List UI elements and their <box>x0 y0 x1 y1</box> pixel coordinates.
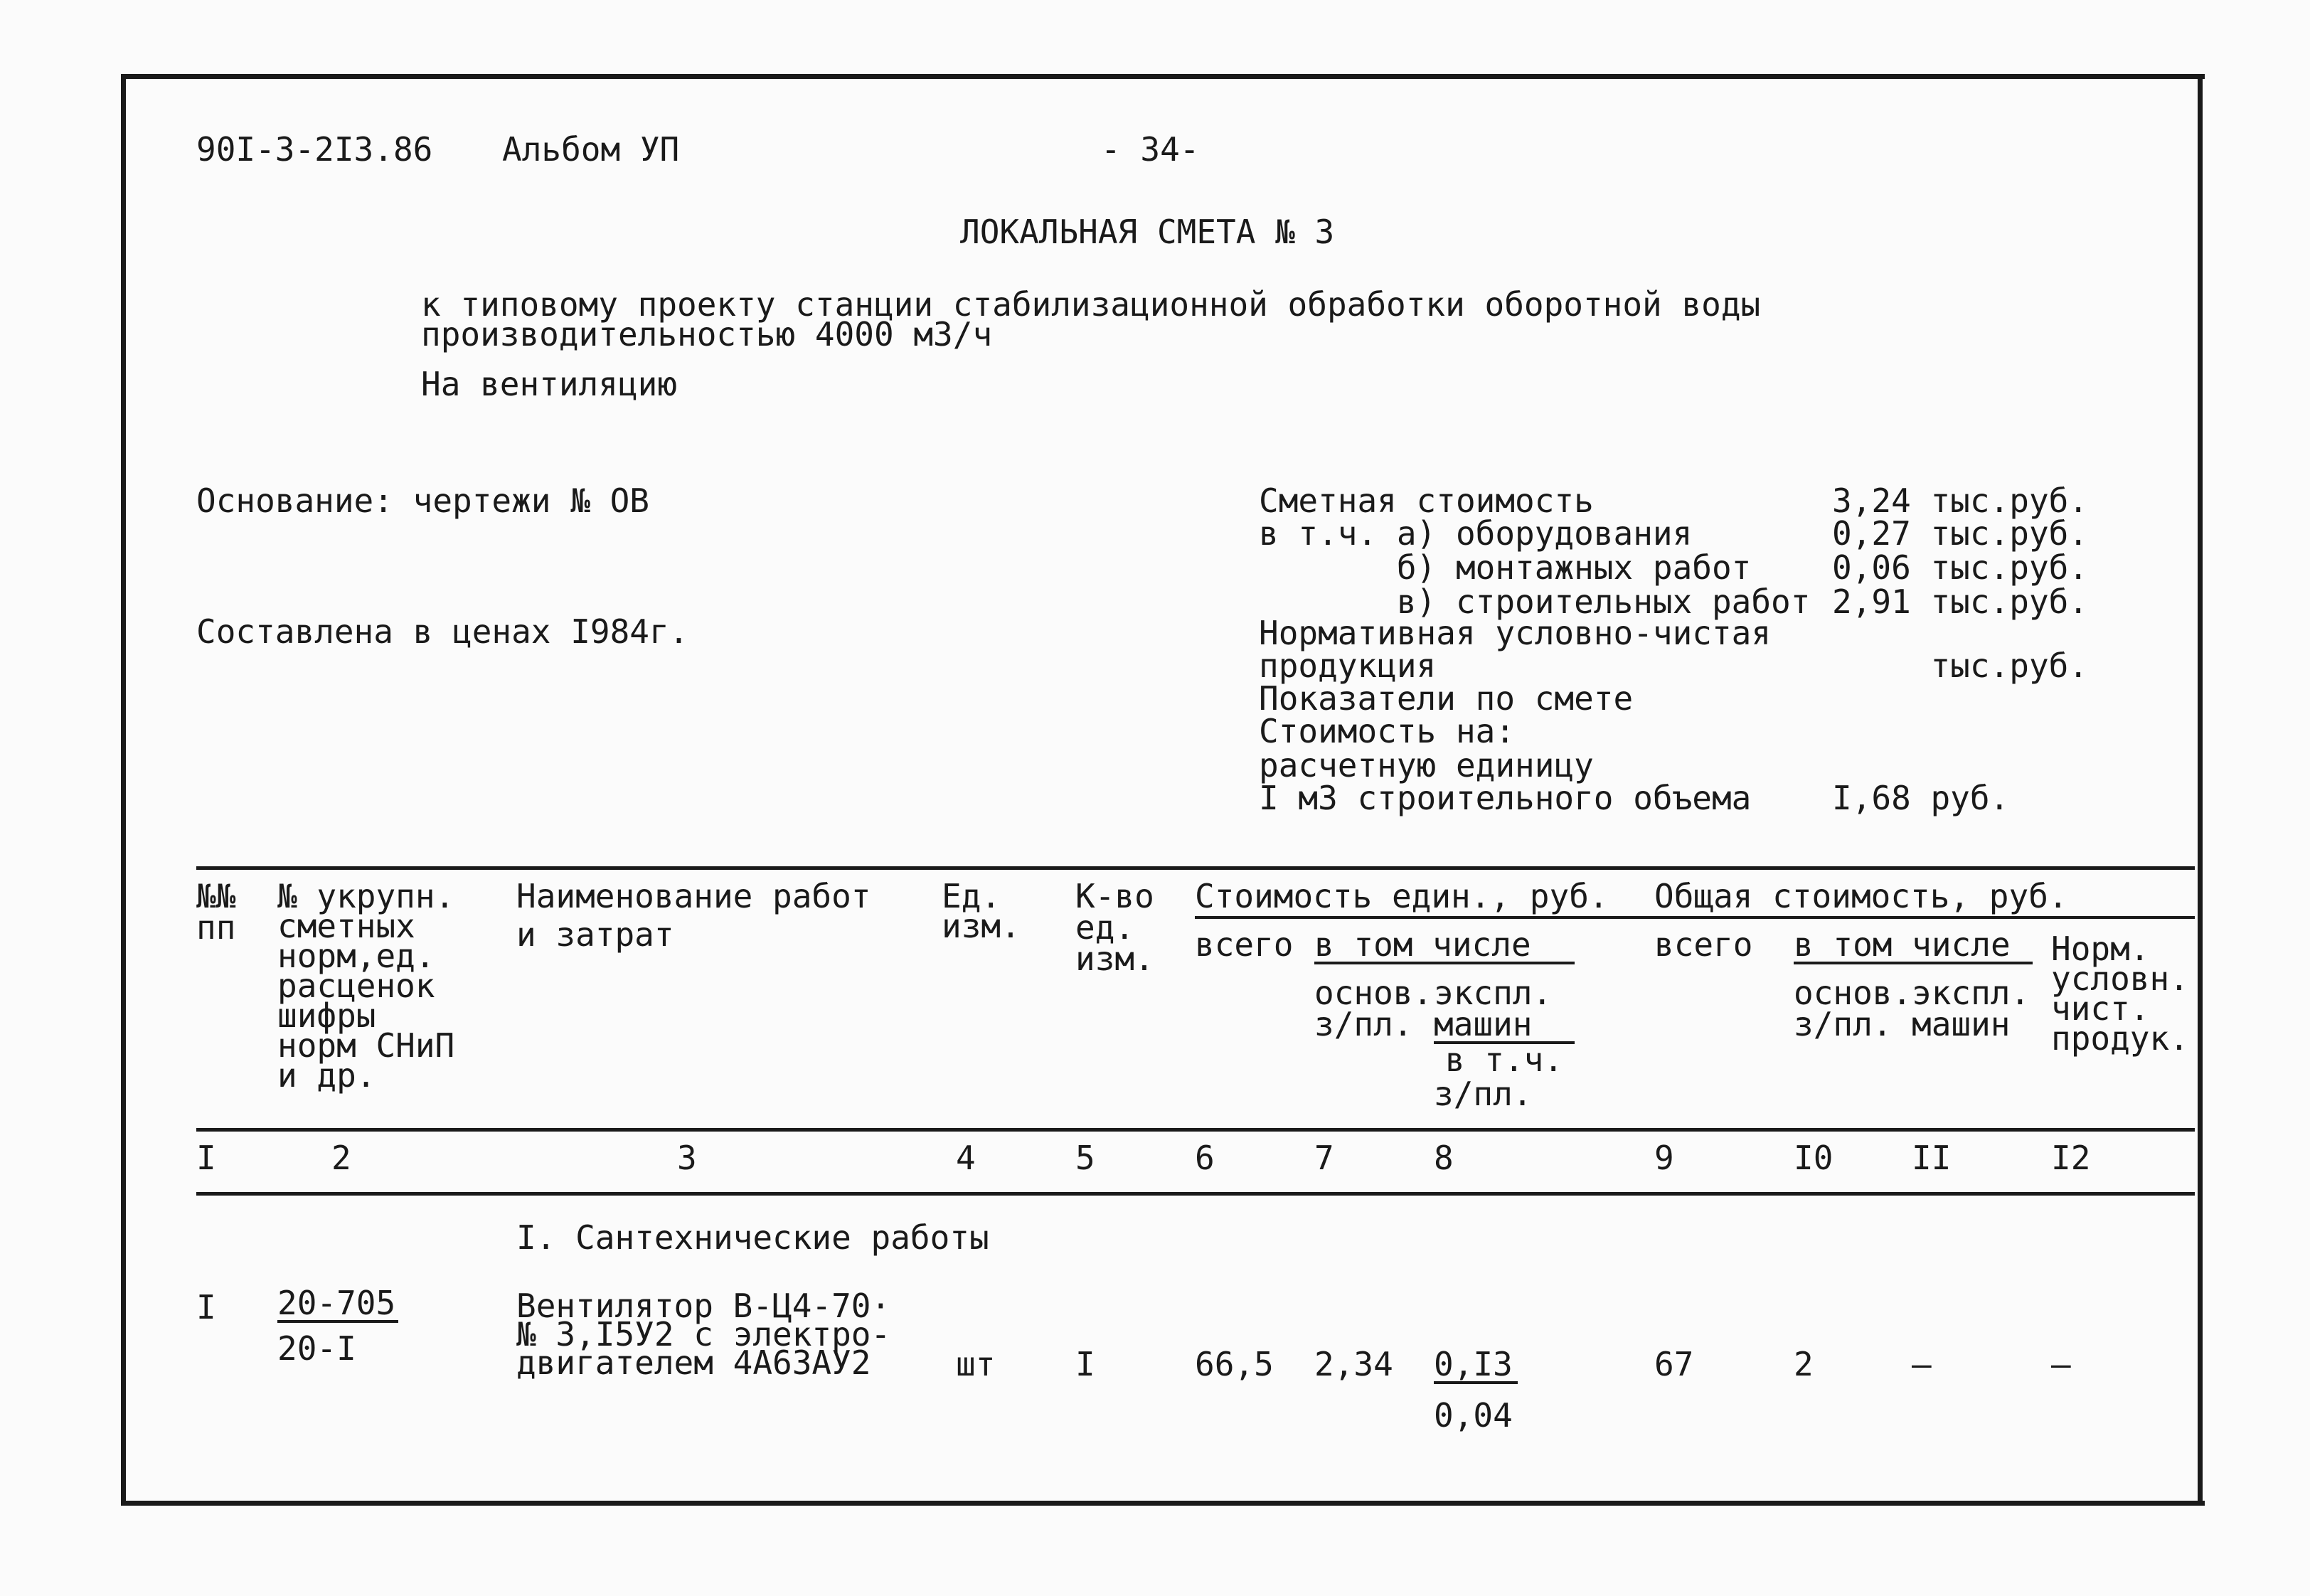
col-number: 9 <box>1654 1139 1674 1177</box>
summary-line: б) монтажных работ <box>1259 548 1752 587</box>
summary-line: расчетную единицу <box>1259 746 1594 784</box>
row-norm-net: – <box>2051 1345 2071 1383</box>
album-label: Альбом УП <box>502 130 680 169</box>
header-unit: изм. <box>942 907 1021 945</box>
frame-right-line <box>2198 74 2203 1505</box>
header-norm-net: чист. <box>2051 989 2150 1028</box>
col-number: I <box>196 1139 216 1177</box>
table-header-bottom-rule <box>196 1128 2195 1132</box>
header-base-salary: основ. <box>1314 974 1433 1012</box>
summary-value: 0,06 тыс.руб. <box>1832 548 2089 587</box>
header-norm: норм,ед. <box>277 937 435 975</box>
col-number: 2 <box>331 1139 351 1177</box>
frame-left-line <box>121 74 126 1505</box>
header-machines: машин <box>1434 1007 1575 1044</box>
row-name-line: двигателем 4А63АУ2 <box>516 1344 871 1382</box>
col-number: 8 <box>1434 1139 1454 1177</box>
summary-line: I м3 строительного объема <box>1259 779 1752 817</box>
header-total-machines: машин <box>1912 1005 2011 1043</box>
header-norm-net: продук. <box>2051 1019 2189 1058</box>
header-qty: изм. <box>1075 940 1154 978</box>
summary-line: Показатели по смете <box>1259 679 1634 718</box>
summary-line: в т.ч. а) оборудования <box>1259 514 1693 553</box>
header-total-machines: экспл. <box>1912 974 2030 1012</box>
row-norm-top: 20-705 <box>277 1286 398 1323</box>
table-colnum-bottom-rule <box>196 1192 2195 1196</box>
header-incl-salary: в т.ч. <box>1444 1041 1564 1079</box>
page-number: - 34- <box>1101 130 1200 169</box>
col-number: 4 <box>956 1139 976 1177</box>
header-num-1: №№ <box>196 877 236 915</box>
header-name: Наименование работ <box>516 877 871 915</box>
subtitle-line-2: производительностью 4000 м3/ч <box>421 315 993 353</box>
doc-code: 90I-3-2I3.86 <box>196 130 433 169</box>
header-unit-incl: в том числе <box>1314 927 1575 964</box>
col-number: II <box>1912 1139 1952 1177</box>
row-unit-machines-salary: 0,04 <box>1434 1396 1513 1435</box>
summary-value: тыс.руб. <box>1832 647 2089 685</box>
col-number: I0 <box>1794 1139 1833 1177</box>
summary-value: I,68 руб. <box>1832 779 2010 817</box>
header-total-incl: в том числе <box>1794 927 2033 964</box>
header-norm-net: Норм. <box>2051 930 2150 968</box>
section-title: I. Сантехнические работы <box>516 1218 989 1257</box>
subject-line: На вентиляцию <box>421 365 678 403</box>
row-total-salary: 2 <box>1794 1345 1814 1383</box>
header-norm-net: условн. <box>2051 959 2189 998</box>
col-number: 5 <box>1075 1139 1095 1177</box>
row-unit-salary: 2,34 <box>1314 1345 1393 1383</box>
basis-foundation: Основание: чертежи № ОВ <box>196 482 649 520</box>
table-subheader-rule <box>1195 916 2195 919</box>
frame-top-line <box>121 74 2205 79</box>
header-name: и затрат <box>516 915 674 954</box>
header-total-base-salary: основ. <box>1794 974 1912 1012</box>
subtitle-line-1: к типовому проекту станции стабилизационной обработки оборотной воды <box>421 285 1761 324</box>
row-unit-machines: 0,I3 <box>1434 1347 1518 1384</box>
header-num-2: пп <box>196 908 236 947</box>
basis-prices: Составлена в ценах I984г. <box>196 612 689 651</box>
col-number: 6 <box>1195 1139 1215 1177</box>
col-number: 7 <box>1314 1139 1334 1177</box>
summary-line: Стоимость на: <box>1259 712 1516 750</box>
header-total-total: всего <box>1654 925 1753 964</box>
row-total: 67 <box>1654 1345 1694 1383</box>
header-norm: № укрупн. <box>277 877 455 915</box>
header-total-cost: Общая стоимость, руб. <box>1654 877 2068 915</box>
row-name-line: № 3,I5У2 с электро- <box>516 1315 891 1353</box>
row-name-line: Вентилятор В-Ц4-70· <box>516 1287 891 1325</box>
table-top-rule <box>196 866 2195 870</box>
row-num: I <box>196 1288 216 1326</box>
header-qty: К-во <box>1075 877 1154 915</box>
header-norm: расценок <box>277 967 435 1005</box>
row-total-machines: – <box>1912 1345 1932 1383</box>
row-unit-total: 66,5 <box>1195 1345 1274 1383</box>
header-incl-salary: з/пл. <box>1434 1075 1533 1113</box>
document-title: ЛОКАЛЬНАЯ СМЕТА № 3 <box>960 213 1335 251</box>
summary-value: 0,27 тыс.руб. <box>1832 514 2089 553</box>
header-norm: шифры <box>277 996 376 1035</box>
summary-line: Нормативная условно-чистая <box>1259 614 1772 652</box>
row-unit: шт <box>956 1345 996 1383</box>
header-unit-total: всего <box>1195 925 1294 964</box>
summary-line: в) строительных работ <box>1259 582 1811 621</box>
header-machines: экспл. <box>1434 974 1553 1012</box>
header-total-base-salary: з/пл. <box>1794 1005 1893 1043</box>
row-norm-bottom: 20-I <box>277 1329 356 1368</box>
header-unit-cost: Стоимость един., руб. <box>1195 877 1609 915</box>
frame-bottom-line <box>121 1501 2205 1506</box>
header-qty: ед. <box>1075 908 1135 947</box>
header-base-salary: з/пл. <box>1314 1005 1413 1043</box>
header-unit: Ед. <box>942 877 1001 915</box>
header-norm: норм СНиП <box>277 1026 455 1065</box>
row-qty: I <box>1075 1345 1095 1383</box>
summary-value: 2,91 тыс.руб. <box>1832 582 2089 621</box>
header-norm: и др. <box>277 1056 376 1095</box>
col-number: 3 <box>677 1139 697 1177</box>
summary-value: 3,24 тыс.руб. <box>1832 482 2089 520</box>
header-norm: сметных <box>277 907 415 945</box>
col-number: I2 <box>2051 1139 2091 1177</box>
summary-line: продукция <box>1259 647 1437 685</box>
summary-line: Сметная стоимость <box>1259 482 1594 520</box>
